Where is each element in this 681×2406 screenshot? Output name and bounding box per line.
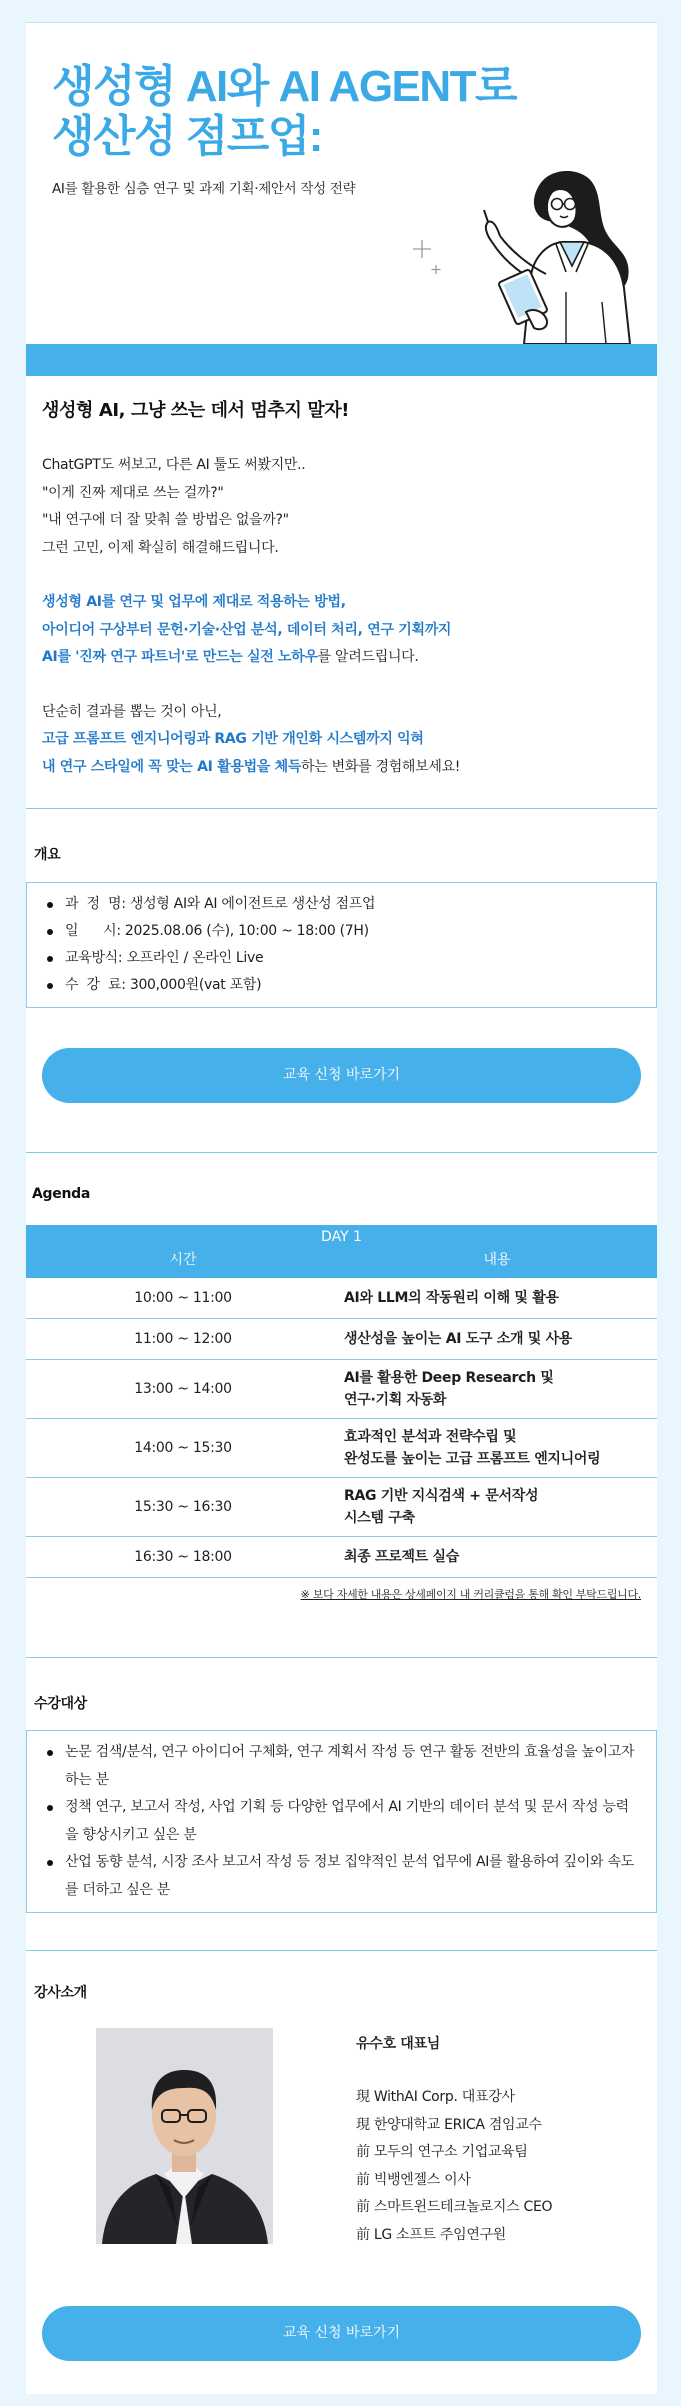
intro-paragraph-2 xyxy=(42,589,642,672)
intro-text: 를 알려드립니다. xyxy=(317,649,419,665)
researcher-illustration xyxy=(406,162,656,344)
agenda-content xyxy=(337,1546,657,1568)
agenda-content-line: 완성도를 높이는 고급 프롬프트 엔지니어링 xyxy=(344,1451,601,1467)
intro-highlight-text: AI를 '진짜 연구 파트너'로 만드는 실전 노하우 xyxy=(42,649,318,665)
intro-highlight-line xyxy=(42,754,642,782)
overview-item-fee: 수 강 료: 300,000원(vat 포함) xyxy=(45,972,638,999)
section-divider xyxy=(26,1657,657,1658)
hero-title-line1: 생성형 AI와 AI AGENT로 xyxy=(52,62,517,111)
agenda-table xyxy=(26,1225,657,1602)
hero-title-line2: 생산성 점프업: xyxy=(52,112,322,161)
agenda-content-line: 최종 프로젝트 실습 xyxy=(344,1549,459,1565)
agenda-content-line: 효과적인 분석과 전략수립 및 xyxy=(344,1429,517,1445)
agenda-time: 13:00 ~ 14:00 xyxy=(134,1381,232,1397)
page xyxy=(26,22,657,2394)
intro-highlight-line: 생성형 AI를 연구 및 업무에 제대로 적용하는 방법, xyxy=(42,594,346,610)
instructor-career xyxy=(356,2084,552,2249)
target-heading: 수강대상 xyxy=(34,1696,87,1712)
instructor-info xyxy=(356,2033,552,2249)
target-item: 정책 연구, 보고서 작성, 사업 기획 등 다양한 업무에서 AI 기반의 데이터 분석 및 문서 작성 능력을 향상시키고 싶은 분 xyxy=(45,1794,636,1849)
intro-section xyxy=(42,396,642,781)
section-divider xyxy=(26,1950,657,1951)
agenda-content-line: AI와 LLM의 작동원리 이해 및 활용 xyxy=(344,1290,559,1306)
instructor-photo xyxy=(96,2028,273,2244)
section-divider xyxy=(26,1152,657,1153)
career-item: 現 WithAI Corp. 대표강사 xyxy=(356,2089,515,2105)
agenda-col-time: 시간 xyxy=(169,1252,197,1268)
agenda-content-line: 연구·기획 자동화 xyxy=(344,1392,447,1408)
table-row xyxy=(26,1419,657,1478)
intro-text: 하는 변화를 경험해보세요! xyxy=(301,758,461,775)
agenda-time: 15:30 ~ 16:30 xyxy=(134,1499,232,1515)
agenda-content xyxy=(337,1426,657,1470)
intro-highlight-text: 내 연구 스타일에 꼭 맞는 AI 활용법을 체득 xyxy=(42,758,302,775)
target-item: 산업 동향 분석, 시장 조사 보고서 작성 등 정보 집약적인 분석 업무에 AI를 활용하여 깊이와 속도를 더하고 싶은 분 xyxy=(45,1849,636,1904)
intro-paragraph-3 xyxy=(42,699,642,782)
agenda-time: 14:00 ~ 15:30 xyxy=(134,1440,232,1456)
agenda-heading: Agenda xyxy=(32,1186,90,1202)
target-item: 논문 검색/분석, 연구 아이디어 구체화, 연구 계획서 작성 등 연구 활동 전반의 효율성을 높이고자 하는 분 xyxy=(45,1739,636,1794)
intro-highlight-line xyxy=(42,644,642,672)
intro-line: "이게 진짜 제대로 쓰는 걸까?" xyxy=(42,484,224,501)
career-item: 前 LG 소프트 주임연구원 xyxy=(356,2226,506,2243)
overview-item-date: 일 시: 2025.08.06 (수), 10:00 ~ 18:00 (7H) xyxy=(45,918,638,945)
apply-button[interactable]: 교육 신청 바로가기 xyxy=(42,2306,641,2361)
agenda-content xyxy=(337,1328,657,1350)
intro-line: 단순히 결과를 뽑는 것이 아닌, xyxy=(42,703,222,720)
overview-item-method: 교육방식: 오프라인 / 온라인 Live xyxy=(45,945,638,972)
intro-line: ChatGPT도 써보고, 다른 AI 툴도 써봤지만.. xyxy=(42,457,306,473)
table-row xyxy=(26,1360,657,1419)
intro-paragraph-1 xyxy=(42,452,642,562)
agenda-day-label: DAY 1 xyxy=(26,1225,657,1249)
instructor-name: 유수호 대표님 xyxy=(356,2036,440,2052)
agenda-note: ※ 보다 자세한 내용은 상세페이지 내 커리큘럼을 통해 확인 부탁드립니다. xyxy=(300,1588,641,1601)
overview-box xyxy=(26,882,657,1008)
hero-title xyxy=(52,62,522,162)
agenda-time: 16:30 ~ 18:00 xyxy=(134,1549,232,1565)
hero-blue-band xyxy=(26,344,657,376)
intro-title: 생성형 AI, 그냥 쓰는 데서 멈추지 말자! xyxy=(42,400,350,421)
table-row xyxy=(26,1319,657,1360)
career-item: 前 빅뱅엔젤스 이사 xyxy=(356,2171,471,2188)
target-box xyxy=(26,1730,657,1913)
agenda-col-content: 내용 xyxy=(483,1252,511,1268)
career-item: 前 모두의 연구소 기업교육팀 xyxy=(356,2144,528,2160)
table-row xyxy=(26,1537,657,1578)
agenda-content xyxy=(337,1367,657,1411)
section-divider xyxy=(26,808,657,809)
apply-button[interactable]: 교육 신청 바로가기 xyxy=(42,1048,641,1103)
agenda-content-line: 시스템 구축 xyxy=(344,1510,415,1526)
hero-banner xyxy=(26,22,657,344)
agenda-content-line: AI를 활용한 Deep Research 및 xyxy=(344,1370,554,1386)
career-item: 前 스마트윈드테크놀로지스 CEO xyxy=(356,2199,553,2215)
overview-heading: 개요 xyxy=(34,847,61,863)
agenda-time: 10:00 ~ 11:00 xyxy=(134,1290,232,1306)
target-list xyxy=(27,1731,656,1912)
agenda-header-row xyxy=(26,1248,657,1278)
agenda-time: 11:00 ~ 12:00 xyxy=(134,1331,232,1347)
agenda-content xyxy=(337,1287,657,1309)
intro-line: 그런 고민, 이제 확실히 해결해드립니다. xyxy=(42,539,279,556)
table-row xyxy=(26,1278,657,1319)
agenda-content xyxy=(337,1485,657,1529)
hero-subtitle: AI를 활용한 심층 연구 및 과제 기획·제안서 작성 전략 xyxy=(52,181,356,197)
table-row xyxy=(26,1478,657,1537)
intro-highlight-line: 고급 프롬프트 엔지니어링과 RAG 기반 개인화 시스템까지 익혀 xyxy=(42,731,424,747)
overview-list xyxy=(27,883,656,1007)
agenda-content-line: RAG 기반 지식검색 + 문서작성 xyxy=(344,1488,539,1504)
intro-highlight-line: 아이디어 구상부터 문헌·기술·산업 분석, 데이터 처리, 연구 기획까지 xyxy=(42,621,452,638)
overview-item-course: 과 정 명: 생성형 AI와 AI 에이전트로 생산성 점프업 xyxy=(45,891,638,918)
agenda-content-line: 생산성을 높이는 AI 도구 소개 및 사용 xyxy=(344,1331,573,1347)
instructor-heading: 강사소개 xyxy=(34,1985,87,2001)
intro-line: "내 연구에 더 잘 맞춰 쓸 방법은 없을까?" xyxy=(42,512,289,528)
career-item: 現 한양대학교 ERICA 겸임교수 xyxy=(356,2116,542,2133)
